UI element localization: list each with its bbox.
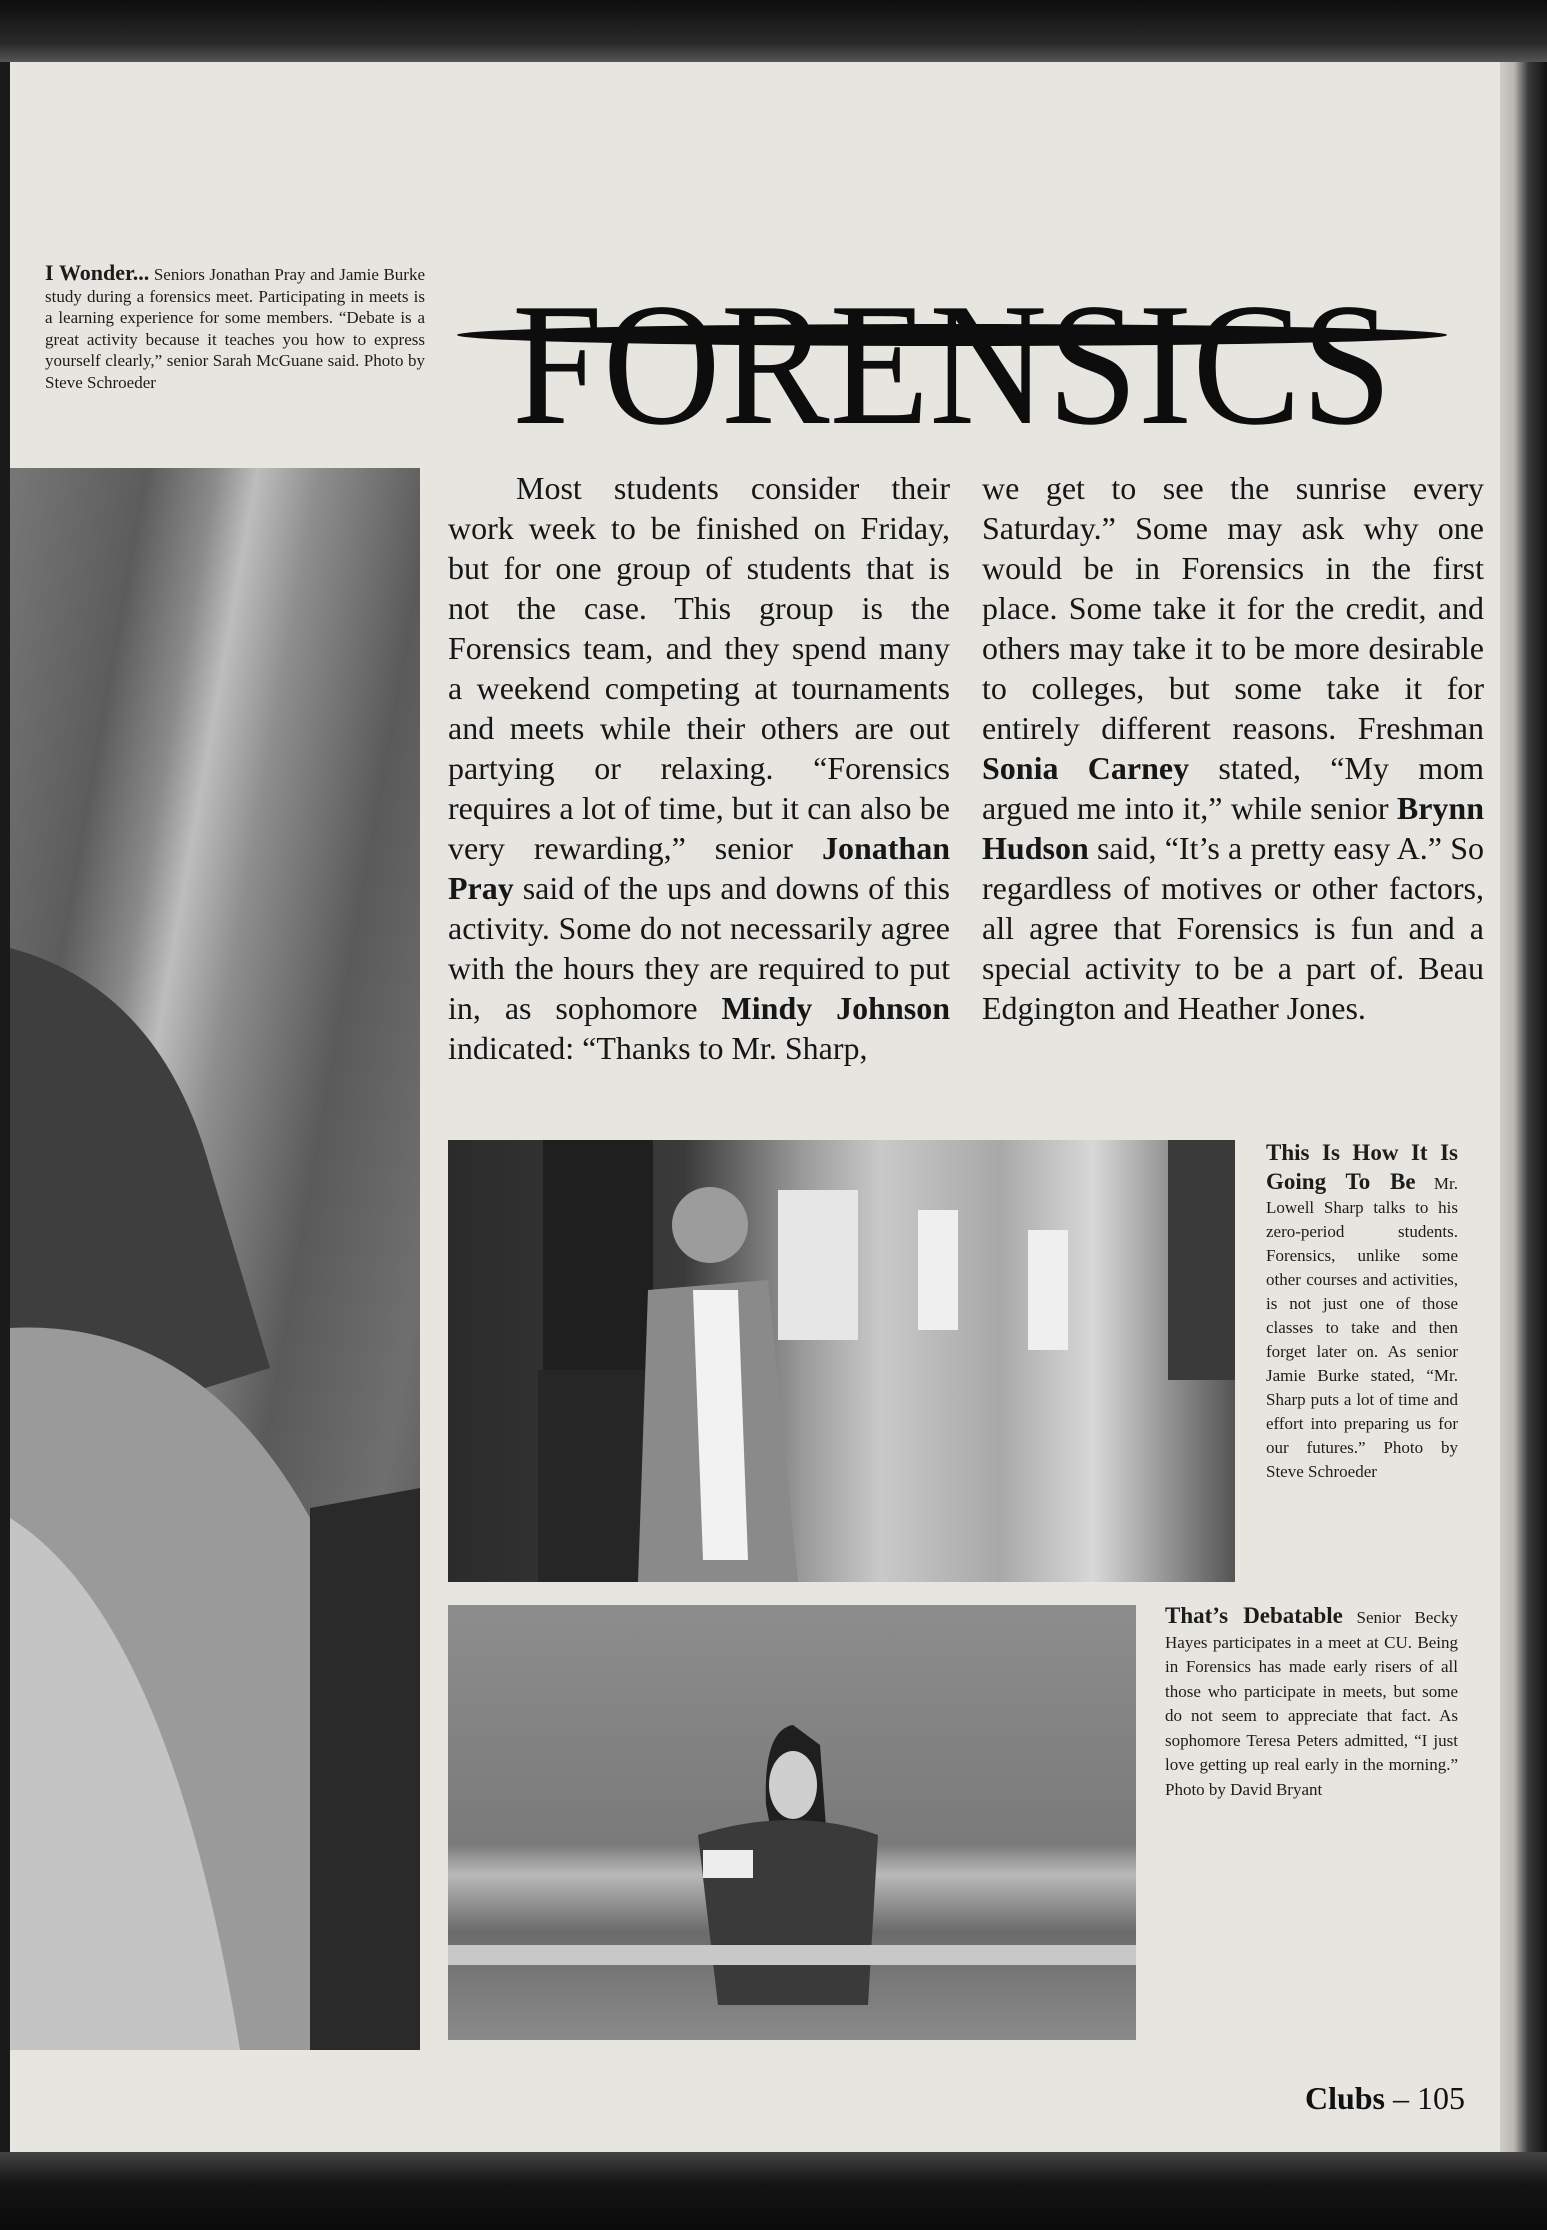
- caption-middle-heading: This Is How It Is Going To Be: [1266, 1140, 1458, 1194]
- caption-bottom-text: Senior Becky Hayes participates in a meet at CU. Being in Forensics has made early risers of all those who participate in meets, but some do not seem to appreciate that fact. As sophomore Teresa Peters admitted, “I just love getting up real early in the morning.” Photo by David Bryant: [1165, 1608, 1458, 1799]
- page-folio: [1285, 2080, 1465, 2117]
- article-column-2: [982, 468, 1484, 1028]
- article-text: indicated: “Thanks to Mr. Sharp,: [448, 1030, 868, 1066]
- photo-students-studying: [10, 468, 420, 2050]
- scan-bottom-edge: [0, 2152, 1547, 2230]
- scan-right-edge: [1500, 62, 1547, 2152]
- caption-middle: [1266, 1138, 1458, 1484]
- photo-teacher-at-board: [448, 1140, 1235, 1582]
- article-text: we get to see the sunrise every Saturday.” Some may ask why one would be in Forensics in the first place. Some take it for the credit, and others may take it to be more desirable to colleges, but some take it for entirely different reasons. Freshman: [982, 470, 1484, 746]
- caption-bottom: [1165, 1604, 1458, 1802]
- article-text: said of the ups and downs of this activity. Some do not necessarily agree with the hours they are required to put in, as sophomore: [448, 870, 950, 1026]
- article-text: Most students consider their work week to be finished on Friday, but for one group of students that is not the case. This group is the Forensics team, and they spend many a weekend competing at tournaments and meets while their others are out partying or relaxing. “Forensics requires a lot of time, but it can also be very rewarding,” senior: [448, 470, 950, 866]
- name-bold: Brynn Hudson: [982, 790, 1484, 866]
- caption-top: [45, 262, 425, 393]
- article-text: stated, “My mom argued me into it,” while senior: [982, 750, 1484, 826]
- article-text: said, “It’s a pretty easy A.” So regardless of motives or other factors, all agree that Forensics is fun and a special activity to be a part of. Beau Edgington and Heather Jones.: [982, 830, 1484, 1026]
- photo-student-speaking: [448, 1605, 1136, 2040]
- title-text: FORENSICS: [512, 267, 1392, 448]
- name-bold: Sonia Carney: [982, 750, 1190, 786]
- caption-top-text: Seniors Jonathan Pray and Jamie Burke study during a forensics meet. Participating in meets is a learning experience for some members. “Debate is a great activity because it teaches you how to express yourself clearly,” senior Sarah McGuane said. Photo by Steve Schroeder: [45, 265, 425, 392]
- article-column-1: [448, 468, 950, 1068]
- caption-top-heading: I Wonder...: [45, 260, 150, 285]
- caption-middle-text: Mr. Lowell Sharp talks to his zero-period students. Forensics, unlike some other courses and activities, is not just one of those classes to take and then forget later on. As senior Jamie Burke stated, “Mr. Sharp puts a lot of time and effort into preparing us for our futures.” Photo by Steve Schroeder: [1266, 1174, 1459, 1481]
- folio-page-number: – 105: [1393, 2080, 1465, 2116]
- folio-section: Clubs: [1304, 2080, 1385, 2116]
- scan-top-edge: [0, 0, 1547, 62]
- title-graphic: [452, 238, 1452, 448]
- name-bold: Mindy Johnson: [721, 990, 951, 1026]
- name-bold: Jonathan Pray: [448, 830, 950, 906]
- caption-bottom-heading: That’s Debatable: [1165, 1603, 1343, 1628]
